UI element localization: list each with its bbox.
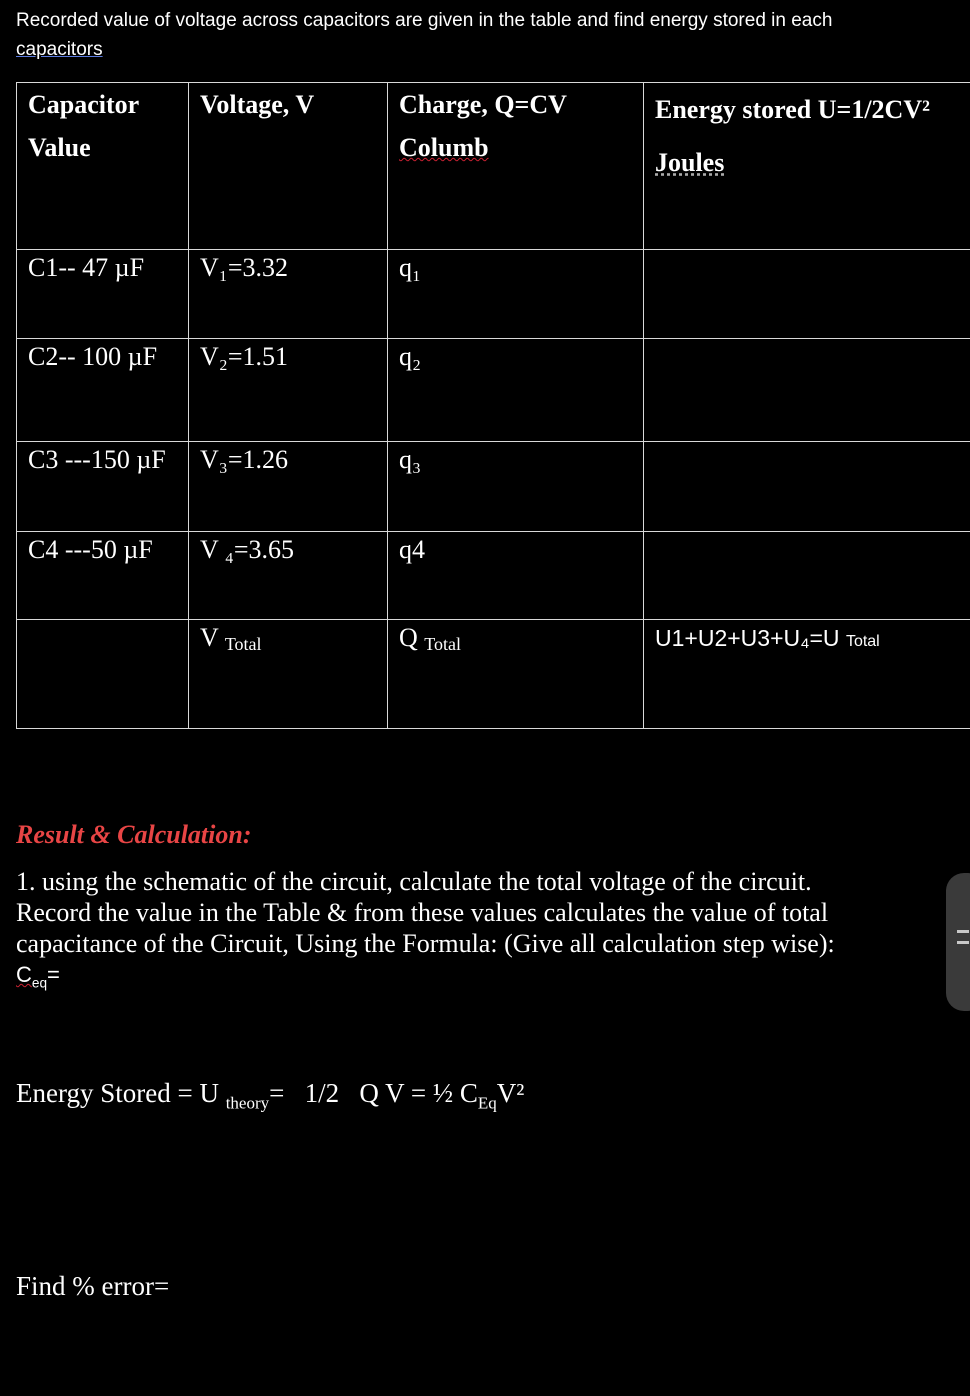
energy-total-sub: Total [845, 633, 880, 650]
ceq-main: C [16, 962, 32, 987]
result-line-3: capacitance of the Circuit, Using the Formula: (Give all calculation step wise): [16, 929, 835, 958]
error-label: Find % error= [16, 1271, 170, 1301]
ceq-sub: eq [31, 975, 48, 991]
cell-charge: q₁ [388, 250, 644, 339]
header-voltage-label: Voltage, V [200, 90, 315, 119]
energy-formula [16, 1078, 524, 1113]
table-total-row [17, 620, 970, 729]
energy-total-main: U1+U2+U3+U₄=U [655, 625, 840, 651]
intro-line-1: Recorded value of voltage across capacitors are given in the table and find energy stored in each [16, 10, 833, 31]
energy-sub-eq: Eq [477, 1093, 497, 1113]
cell-voltage-total [189, 620, 388, 729]
result-body [16, 866, 946, 998]
header-charge-line1: Charge, Q=CV [399, 90, 567, 119]
cell-capacitor: C1-- 47 µF [17, 250, 189, 339]
charge-total-sub: Total [424, 634, 462, 654]
voltage-total-sub: Total [224, 634, 262, 654]
table-row [17, 442, 970, 532]
header-energy [644, 83, 970, 250]
header-charge [388, 83, 644, 250]
ceq-symbol [16, 962, 48, 991]
cell-energy [644, 339, 970, 442]
table-row [17, 532, 970, 620]
cell-energy [644, 250, 970, 339]
header-capacitor-line2: Value [28, 133, 91, 162]
energy-middle: = 1/2 Q V = ½ C [269, 1078, 478, 1108]
cell-voltage: V₁=3.32 [189, 250, 388, 339]
energy-sub-theory: theory [225, 1093, 270, 1113]
cell-capacitor: C4 ---50 µF [17, 532, 189, 620]
header-capacitor [17, 83, 189, 250]
cell-charge: q₂ [388, 339, 644, 442]
cell-voltage: V₃=1.26 [189, 442, 388, 532]
ceq-formula [16, 959, 946, 998]
header-energy-line2: Joules [655, 148, 725, 177]
header-charge-line2: Columb [399, 133, 489, 162]
cell-charge-total [388, 620, 644, 729]
cell-voltage: V ₄=3.65 [189, 532, 388, 620]
header-energy-line1: Energy stored U=1/2CV² [655, 95, 930, 124]
header-capacitor-line1: Capacitor [28, 90, 140, 119]
handle-grip-line [957, 941, 969, 944]
cell-charge: q₃ [388, 442, 644, 532]
result-line-1: 1. using the schematic of the circuit, calculate the total voltage of the circuit. [16, 867, 812, 896]
capacitor-table [16, 82, 970, 729]
result-title: Result & Calculation: [16, 820, 252, 849]
energy-prefix: Energy Stored = U [16, 1078, 226, 1108]
header-voltage [189, 83, 388, 250]
energy-end: V² [496, 1078, 525, 1108]
cell-total-empty [17, 620, 189, 729]
cell-energy-total [644, 620, 970, 729]
handle-grip-line [957, 930, 969, 933]
charge-total-main: Q [399, 623, 418, 652]
intro-text [16, 6, 946, 64]
voltage-total-main: V [200, 623, 219, 652]
ceq-equals: = [47, 962, 60, 987]
table-header-row [17, 83, 970, 250]
result-line-2: Record the value in the Table & from these values calculates the value of total [16, 898, 829, 927]
side-panel-handle[interactable] [946, 873, 970, 1011]
table-row [17, 250, 970, 339]
table-row [17, 339, 970, 442]
cell-voltage: V₂=1.51 [189, 339, 388, 442]
cell-capacitor: C3 ---150 µF [17, 442, 189, 532]
cell-capacitor: C2-- 100 µF [17, 339, 189, 442]
cell-charge: q4 [388, 532, 644, 620]
cell-energy [644, 532, 970, 620]
cell-energy [644, 442, 970, 532]
intro-line-2: capacitors [16, 39, 103, 60]
